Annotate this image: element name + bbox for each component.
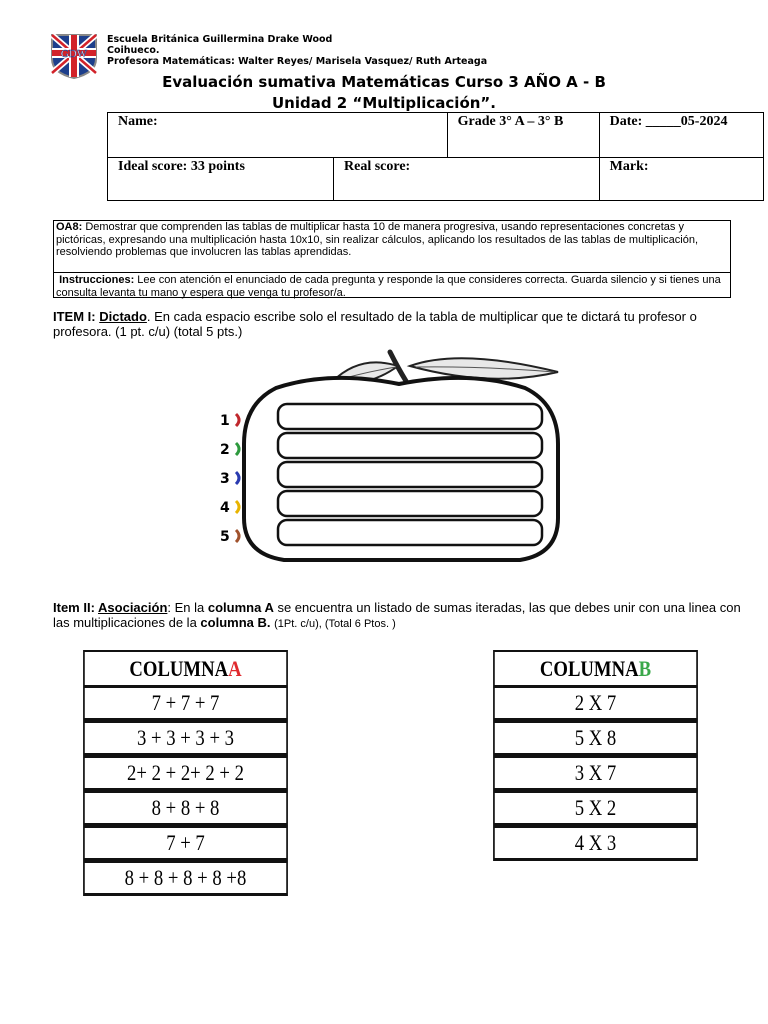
column-b-item[interactable]: 2 X 7 [493, 686, 698, 721]
column-b [475, 650, 716, 865]
column-a-item[interactable]: 7 + 7 + 7 [83, 686, 288, 721]
name-field[interactable]: Name: [108, 113, 448, 158]
objective-text: OA8: Demostrar que comprenden las tablas de multiplicar hasta 10 de manera progresiva, usando representaciones concretas y pictóricas, expresando una multiplicación hasta 10x10, sin realizar cálculos, aplicando los resultados de las tablas de multiplicación, resolviendo problemas que involucren las tablas aprendidas. [54, 221, 730, 273]
column-a-header: COLUMNA A [83, 650, 288, 688]
answer-box[interactable] [278, 462, 542, 487]
dictation-number: 3 [220, 471, 230, 487]
school-city: Coihueco. [107, 45, 160, 56]
page-title [0, 72, 768, 114]
column-b-item[interactable]: 3 X 7 [493, 756, 698, 791]
paren-icon [236, 472, 239, 484]
real-score-field[interactable]: Real score: [334, 158, 600, 201]
column-a-item[interactable]: 7 + 7 [83, 826, 288, 861]
column-a-item[interactable]: 2+ 2 + 2+ 2 + 2 [83, 756, 288, 791]
grade-cell: Grade 3° A – 3° B [447, 113, 599, 158]
instructions-text: Instrucciones: Lee con atención el enunciado de cada pregunta y responde la que consideres correcta. Guarda silencio y si tienes una consulta levanta tu mano y espera que venga tu profesor/a. [56, 274, 721, 299]
dictation-number: 5 [220, 529, 230, 545]
objective-box [53, 220, 731, 298]
column-b-item[interactable]: 4 X 3 [493, 826, 698, 861]
item-2-prompt: Item II: Asociación: En la columna A se encuentra un listado de sumas iteradas, las que debes unir con una linea con las multiplicaciones de la columna B. (1Pt. c/u), (Total 6 Ptos. ) [53, 600, 741, 630]
apple-answer-drawing [220, 348, 578, 564]
dictation-number: 4 [220, 500, 230, 516]
teachers-line: Profesora Matemáticas: Walter Reyes/ Marisela Vasquez/ Ruth Arteaga [107, 56, 488, 67]
logo-text: GDW [60, 48, 88, 60]
column-b-item[interactable]: 5 X 2 [493, 791, 698, 826]
ideal-score-cell: Ideal score: 33 points [108, 158, 334, 201]
column-a-item[interactable]: 8 + 8 + 8 [83, 791, 288, 826]
dictation-number: 1 [220, 413, 230, 429]
title-line-2: Unidad 2 “Multiplicación”. [271, 94, 496, 112]
paren-icon [236, 530, 239, 542]
school-name: Escuela Británica Guillermina Drake Wood [107, 34, 333, 45]
answer-box[interactable] [278, 491, 542, 516]
school-header [107, 34, 487, 67]
paren-icon [236, 501, 239, 513]
answer-box[interactable] [278, 404, 542, 429]
answer-box[interactable] [278, 433, 542, 458]
student-info-table [107, 112, 764, 201]
column-a-item[interactable]: 8 + 8 + 8 + 8 +8 [83, 861, 288, 896]
paren-icon [236, 414, 239, 426]
item-1-prompt: ITEM I: Dictado. En cada espacio escribe solo el resultado de la tabla de multiplicar que te dictará tu profesor o profesora. (1 pt. c/u) (total 5 pts.) [53, 309, 697, 339]
dictation-number: 2 [220, 442, 230, 458]
column-a [65, 650, 306, 900]
mark-field[interactable]: Mark: [599, 158, 763, 201]
answer-box[interactable] [278, 520, 542, 545]
column-b-header: COLUMNA B [493, 650, 698, 688]
column-b-item[interactable]: 5 X 8 [493, 721, 698, 756]
paren-icon [236, 443, 239, 455]
column-a-item[interactable]: 3 + 3 + 3 + 3 [83, 721, 288, 756]
date-field[interactable]: Date: _____05-2024 [599, 113, 763, 158]
title-line-1: Evaluación sumativa Matemáticas Curso 3 AÑO A - B [162, 73, 606, 91]
